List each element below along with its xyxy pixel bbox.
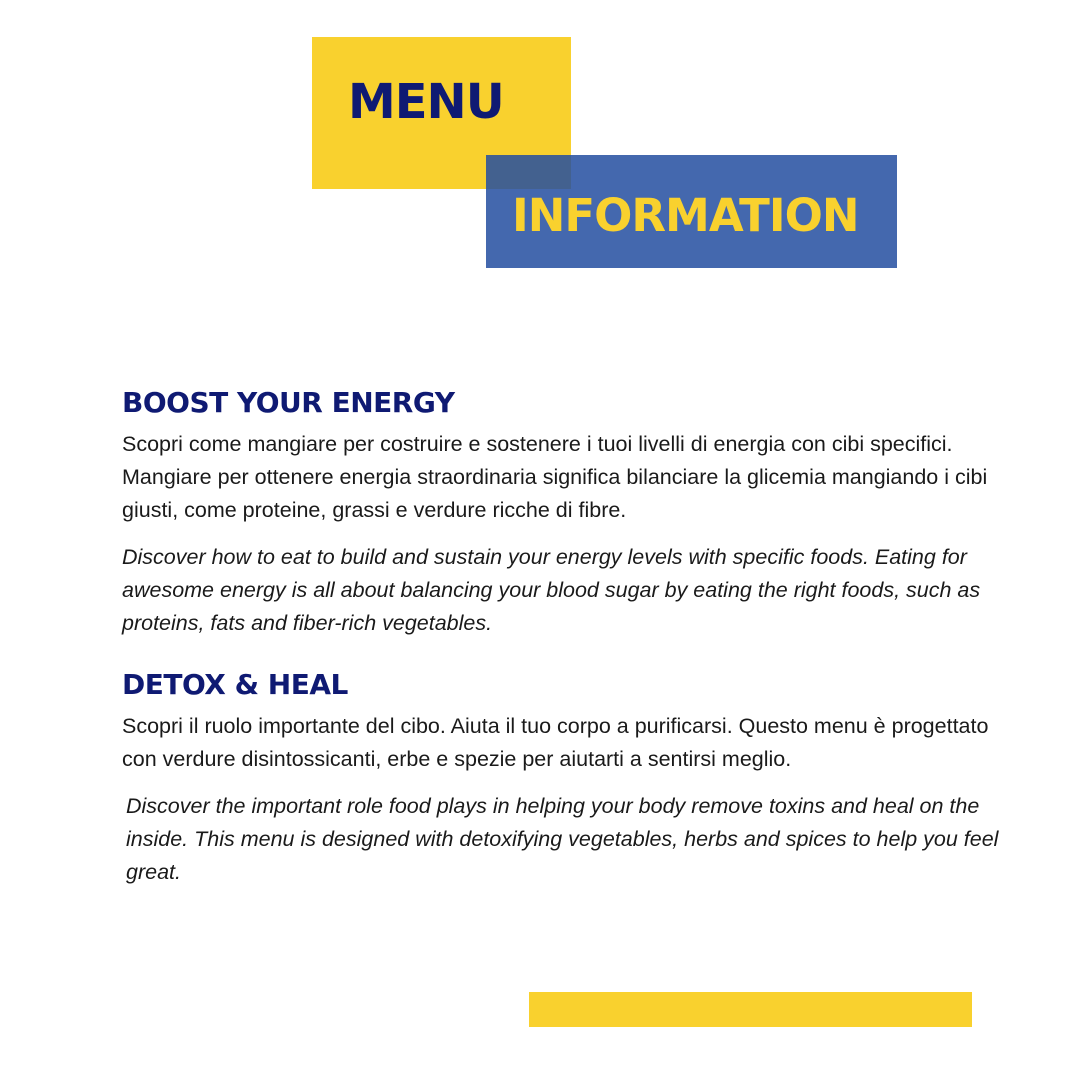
section-boost-energy xyxy=(122,386,1022,640)
italian-description: Scopri il ruolo importante del cibo. Aiuta il tuo corpo a purificarsi. Questo menu è progettato con verdure disintossicanti, erbe e spezie per aiutarti a sentirsi meglio. xyxy=(122,714,989,771)
section-detox-heal xyxy=(122,668,1022,889)
title-menu: MENU xyxy=(348,74,504,130)
title-information: INFORMATION xyxy=(512,189,859,242)
decorative-yellow-bar xyxy=(529,992,972,1027)
section-heading: DETOX & HEAL xyxy=(122,668,348,701)
section-heading: BOOST YOUR ENERGY xyxy=(122,386,455,419)
italian-description: Scopri come mangiare per costruire e sostenere i tuoi livelli di energia con cibi specifici. Mangiare per ottenere energia straordinaria significa bilanciare la glicemia mangiando i cibi giusti, come proteine, grassi e verdure ricche di fibre. xyxy=(122,432,988,522)
english-description: Discover how to eat to build and sustain your energy levels with specific foods. Eating for awesome energy is all about balancing your blood sugar by eating the right foods, such as proteins, fats and fiber-rich vegetables. xyxy=(122,545,981,635)
english-description: Discover the important role food plays in helping your body remove toxins and heal on the inside. This menu is designed with detoxifying vegetables, herbs and spices to help you feel great. xyxy=(126,794,999,884)
